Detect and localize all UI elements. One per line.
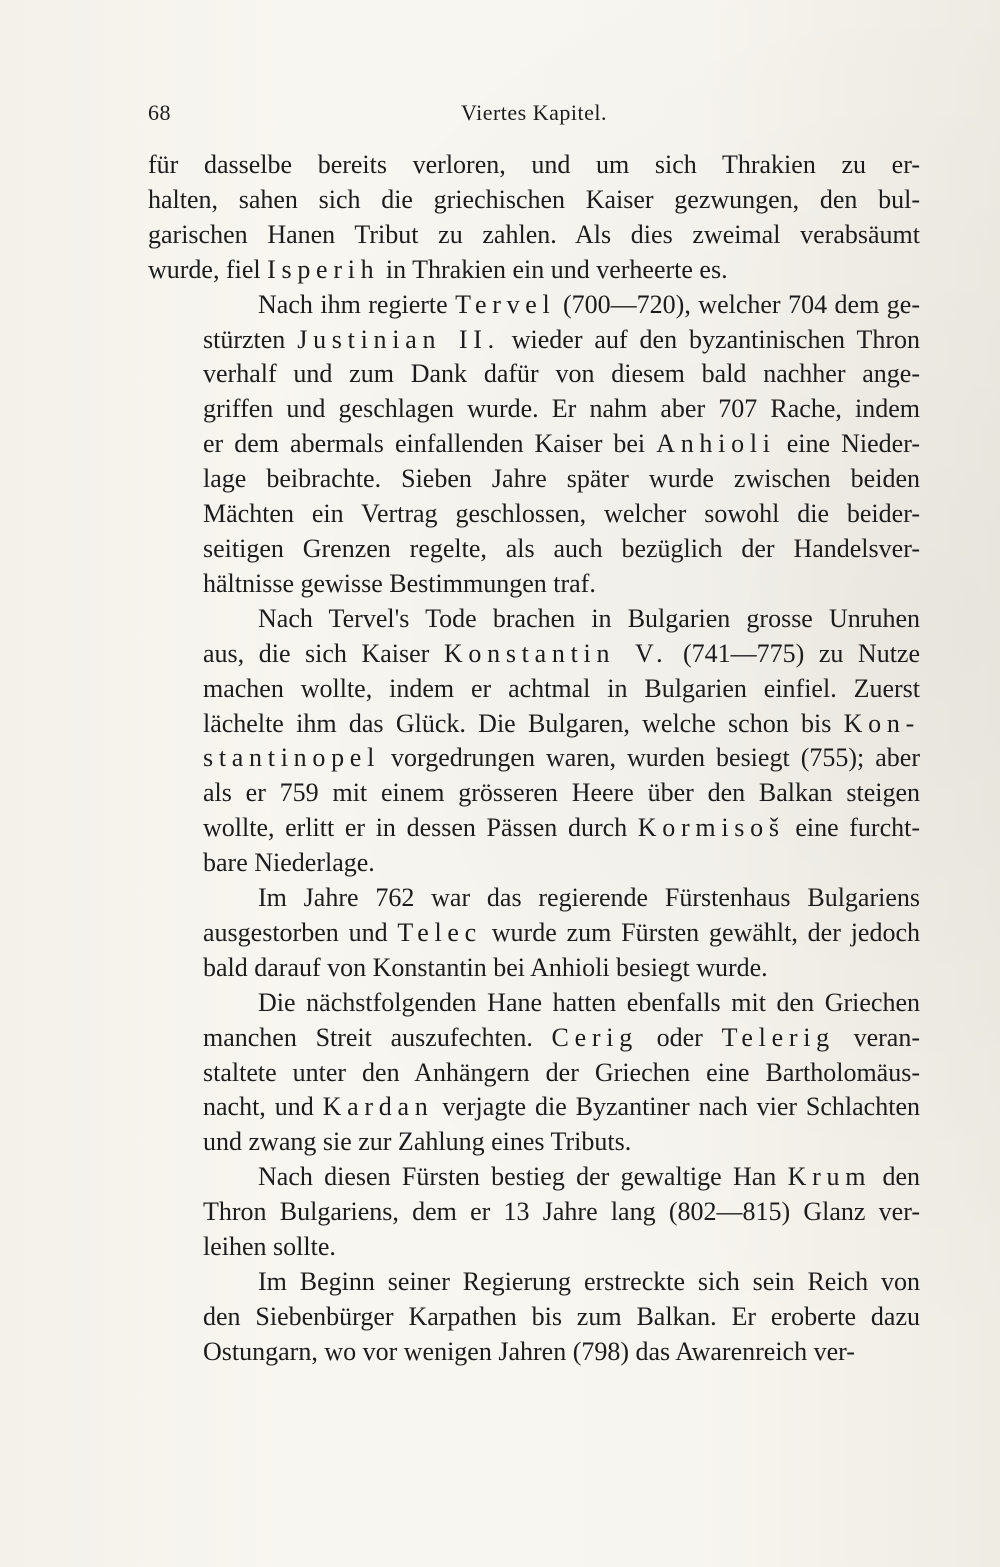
- text-run: bare Niederlage.: [203, 848, 375, 878]
- text-line: [148, 427, 920, 462]
- text-run: Im Jahre 762 war das regierende Fürstenhaus Bulgariens: [258, 883, 920, 913]
- text-line: [148, 183, 920, 218]
- text-line: [148, 1125, 920, 1160]
- text-line: [148, 1021, 920, 1056]
- text-run: lächelte ihm das Glück. Die Bulgaren, welche schon bis: [203, 708, 844, 738]
- paragraph: [148, 1160, 920, 1265]
- body-text: [148, 148, 920, 1370]
- text-run: griffen und geschlagen wurde. Er nahm aber 707 Rache, indem: [203, 394, 920, 424]
- text-line: [148, 462, 920, 497]
- text-line: [148, 1265, 920, 1300]
- text-line: [148, 951, 920, 986]
- text-run: als er 759 mit einem grösseren Heere über den Balkan steigen: [203, 778, 920, 808]
- paragraph: [148, 288, 920, 602]
- text-line: [148, 1056, 920, 1091]
- text-line: [148, 392, 920, 427]
- text-run: den: [871, 1162, 920, 1192]
- text-line: [148, 218, 920, 253]
- spaced-name: stantinopel: [203, 743, 381, 773]
- text-run: aus, die sich Kaiser: [203, 638, 444, 668]
- text-line: [148, 288, 920, 323]
- text-run: Thron Bulgariens, dem er 13 Jahre lang (802—815) Glanz ver-: [203, 1197, 920, 1227]
- text-line: [148, 1300, 920, 1335]
- text-line: [148, 637, 920, 672]
- text-run: oder: [637, 1022, 722, 1052]
- text-run: manchen Streit auszufechten.: [203, 1022, 552, 1052]
- text-run: lage beibrachte. Sieben Jahre später wurde zwischen beiden: [203, 464, 920, 494]
- spaced-name: Krum: [787, 1162, 872, 1192]
- text-line: [148, 1195, 920, 1230]
- text-run: wollte, erlitt er in dessen Pässen durch: [203, 813, 638, 843]
- text-line: [148, 811, 920, 846]
- text-line: [148, 357, 920, 392]
- text-run: nacht, und: [203, 1092, 323, 1122]
- text-run: wieder auf den byzantinischen Thron: [499, 324, 920, 354]
- spaced-name: Justinian II.: [297, 324, 500, 354]
- text-run: wurde, fiel: [148, 254, 268, 284]
- text-run: Ostungarn, wo vor wenigen Jahren (798) das Awarenreich ver-: [203, 1336, 855, 1366]
- running-head: Viertes Kapitel.: [461, 100, 607, 125]
- text-line: [148, 602, 920, 637]
- text-run: eine Nieder-: [775, 429, 920, 459]
- text-line: [148, 1335, 920, 1370]
- text-run: er dem abermals einfallenden Kaiser bei: [203, 429, 657, 459]
- text-line: [148, 846, 920, 881]
- text-run: Nach Tervel's Tode brachen in Bulgarien grosse Unruhen: [258, 603, 920, 633]
- text-run: Die nächstfolgenden Hane hatten ebenfalls mit den Griechen: [258, 987, 920, 1017]
- text-line: [148, 672, 920, 707]
- paragraph: [148, 986, 920, 1161]
- spaced-name: Anhioli: [656, 429, 776, 459]
- spaced-name: Konstantin V.: [443, 638, 669, 668]
- text-run: machen wollte, indem er achtmal in Bulgarien einfiel. Zuerst: [203, 673, 920, 703]
- text-run: garischen Hanen Tribut zu zahlen. Als dies zweimal verabsäumt: [148, 219, 920, 249]
- paragraph: [148, 1265, 920, 1370]
- text-line: [148, 253, 920, 288]
- spaced-name: Telerig: [721, 1022, 835, 1052]
- text-line: [148, 986, 920, 1021]
- text-run: den Siebenbürger Karpathen bis zum Balkan. Er eroberte dazu: [203, 1301, 920, 1331]
- text-run: ausgestorben und: [203, 917, 398, 947]
- paragraph: [148, 881, 920, 986]
- text-line: [148, 776, 920, 811]
- text-run: (700—720), welcher 704 dem ge-: [555, 289, 921, 319]
- spaced-name: Telec: [397, 917, 482, 947]
- text-run: bald darauf von Konstantin bei Anhioli besiegt wurde.: [203, 952, 768, 982]
- text-run: (741—775) zu Nutze: [668, 638, 921, 668]
- text-line: [148, 497, 920, 532]
- spaced-name: Kon-: [843, 708, 920, 738]
- text-line: [148, 1160, 920, 1195]
- text-line: [148, 707, 920, 742]
- spaced-name: Kormisoš: [637, 813, 785, 843]
- text-run: in Thrakien ein und verheerte es.: [379, 254, 728, 284]
- text-run: Nach ihm regierte: [258, 289, 456, 319]
- text-run: staltete unter den Anhängern der Griechen eine Bartholomäus-: [203, 1057, 920, 1087]
- text-line: [148, 148, 920, 183]
- paragraph: [148, 602, 920, 881]
- page-number: 68: [148, 100, 171, 125]
- spaced-name: Cerig: [551, 1022, 638, 1052]
- text-run: vorgedrungen waren, wurden besiegt (755); aber: [380, 743, 920, 773]
- text-run: leihen sollte.: [203, 1232, 336, 1262]
- text-run: Im Beginn seiner Regierung erstreckte sich sein Reich von: [258, 1267, 920, 1296]
- text-run: verjagte die Byzantiner nach vier Schlachten: [433, 1092, 920, 1122]
- text-run: seitigen Grenzen regelte, als auch bezüglich der Handelsver-: [203, 533, 920, 563]
- page-header: [148, 100, 920, 132]
- spaced-name: Kardan: [322, 1092, 434, 1122]
- text-run: und zwang sie zur Zahlung eines Tributs.: [203, 1127, 632, 1157]
- text-line: [148, 1230, 920, 1265]
- text-run: halten, sahen sich die griechischen Kaiser gezwungen, den bul-: [148, 184, 920, 214]
- text-run: wurde zum Fürsten gewählt, der jedoch: [481, 917, 920, 947]
- text-run: Mächten ein Vertrag geschlossen, welcher sowohl die beider-: [203, 499, 920, 529]
- paragraph: [148, 148, 920, 288]
- spaced-name: Isperih: [267, 254, 380, 284]
- text-line: [148, 1090, 920, 1125]
- text-line: [148, 741, 920, 776]
- text-run: veran-: [834, 1022, 920, 1052]
- text-line: [148, 881, 920, 916]
- text-line: [148, 532, 920, 567]
- text-run: Nach diesen Fürsten bestieg der gewaltige Han: [258, 1162, 788, 1192]
- text-run: stürzten: [203, 324, 298, 354]
- text-line: [148, 567, 920, 602]
- text-line: [148, 916, 920, 951]
- text-run: für dasselbe bereits verloren, und um sich Thrakien zu er-: [148, 150, 920, 179]
- text-run: verhalf und zum Dank dafür von diesem bald nachher ange-: [203, 359, 920, 389]
- text-line: [148, 323, 920, 358]
- text-run: hältnisse gewisse Bestimmungen traf.: [203, 568, 596, 598]
- text-run: eine furcht-: [784, 813, 920, 843]
- spaced-name: Tervel: [455, 289, 556, 319]
